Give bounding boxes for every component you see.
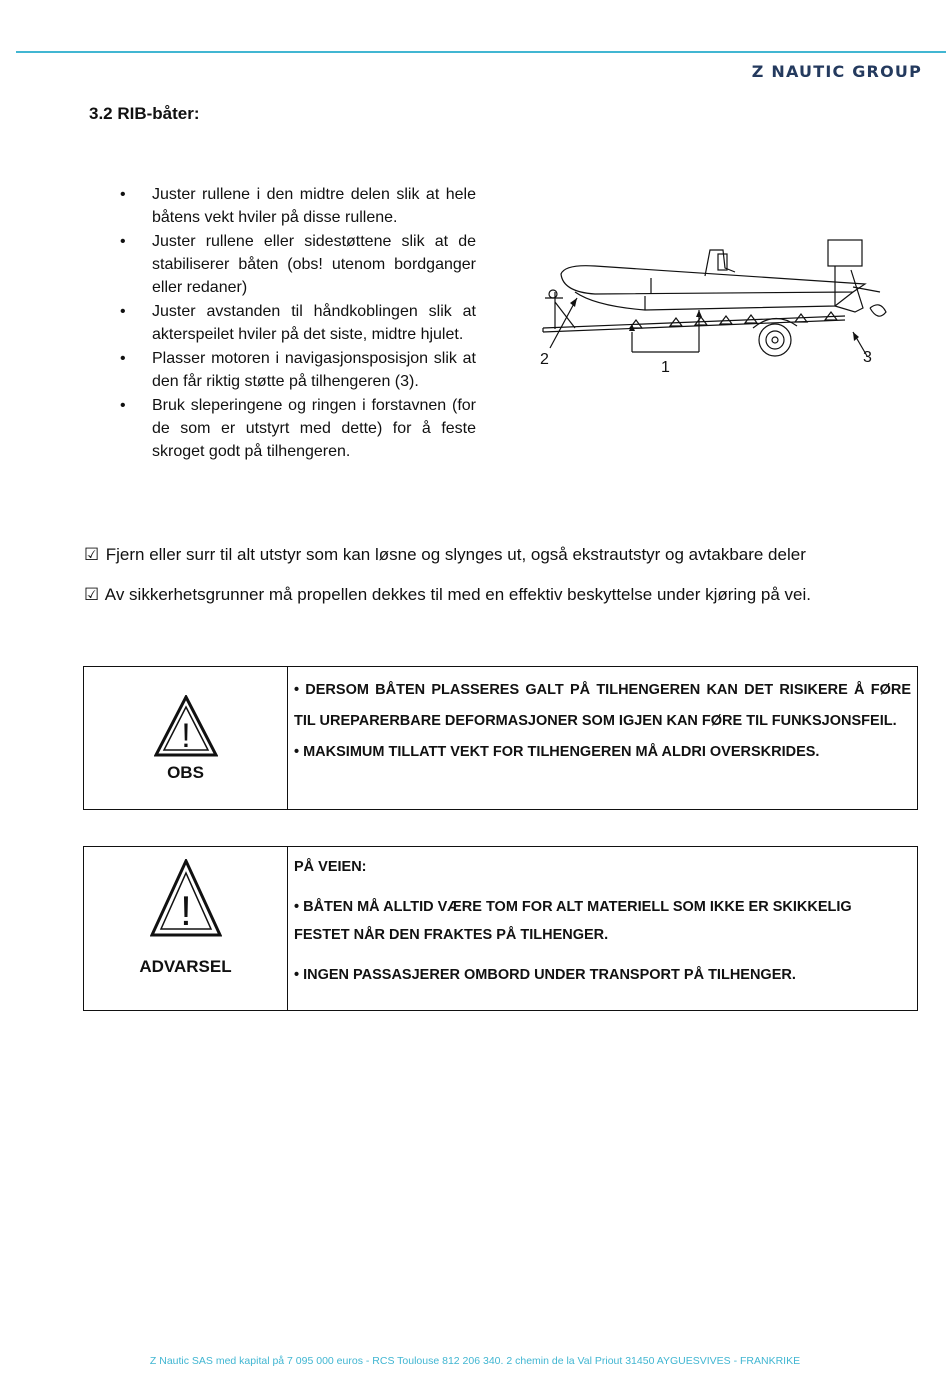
- list-item: • Juster rullene eller sidestøttene slik at de stabiliserer båten (obs! utenom bordganger eller redaner): [120, 230, 476, 299]
- obs-icon-cell: [84, 667, 288, 809]
- figure-label-1: 1: [661, 359, 670, 376]
- warning-line: • INGEN PASSASJERER OMBORD UNDER TRANSPORT PÅ TILHENGER.: [294, 967, 796, 983]
- list-item: • Juster rullene i den midtre delen slik at hele båtens vekt hviler på disse rullene.: [120, 183, 476, 229]
- obs-line: • DERSOM BÅTEN PLASSERES GALT PÅ TILHENGEREN KAN DET RISIKERE Å FØRE TIL UREPARERBARE DEFORMASJONER SOM IGJEN KAN FØRE TIL FUNKSJONSFEIL.: [294, 682, 911, 729]
- checklist-item: ☑ Fjern eller surr til alt utstyr som kan løsne og slynges ut, også ekstrautstyr og avtakbare deler: [84, 545, 806, 564]
- checklist-item: ☑ Av sikkerhetsgrunner må propellen dekkes til med en effektiv beskyttelse under kjøring på vei.: [84, 585, 811, 604]
- bullet-icon: •: [120, 350, 126, 367]
- warning-triangle-icon: [154, 695, 218, 757]
- brand-logo-text: Z NAUTIC GROUP: [751, 62, 922, 81]
- figure-label-2: 2: [540, 351, 549, 368]
- bullet-icon: •: [120, 186, 126, 203]
- list-item: • Plasser motoren i navigasjonsposisjon slik at den får riktig støtte på tilhengeren (3).: [120, 347, 476, 393]
- obs-notice-box: [83, 666, 918, 810]
- page-footer: Z Nautic SAS med kapital på 7 095 000 euros - RCS Toulouse 812 206 340. 2 chemin de la Val Priout 31450 AYGUESVIVES - FRANKRIKE: [149, 1355, 801, 1367]
- obs-label: OBS: [167, 763, 204, 782]
- svg-text:!: !: [180, 887, 192, 934]
- checkbox-checked-icon: ☑: [84, 585, 100, 604]
- list-item: • Bruk sleperingene og ringen i forstavnen (for de som er utstyrt med dette) for å feste skroget godt på tilhengeren.: [120, 394, 476, 463]
- obs-text: [288, 667, 917, 809]
- warning-icon-cell: [84, 847, 288, 1010]
- header-rule: [16, 51, 946, 53]
- figure-label-3: 3: [863, 349, 872, 366]
- svg-text:!: !: [181, 717, 191, 755]
- warning-notice-box: [83, 846, 918, 1011]
- warning-text: [288, 847, 917, 1010]
- obs-line: • MAKSIMUM TILLATT VEKT FOR TILHENGEREN MÅ ALDRI OVERSKRIDES.: [294, 744, 820, 760]
- rib-on-trailer-illustration: [535, 232, 905, 382]
- warning-label: ADVARSEL: [139, 957, 232, 976]
- section-title: 3.2 RIB-båter:: [89, 104, 200, 123]
- checkbox-checked-icon: ☑: [84, 545, 100, 564]
- bullet-icon: •: [120, 303, 126, 320]
- warning-triangle-icon: [150, 859, 222, 939]
- instruction-list: [120, 183, 476, 464]
- warning-line: • BÅTEN MÅ ALLTID VÆRE TOM FOR ALT MATERIELL SOM IKKE ER SKIKKELIG FESTET NÅR DEN FRAKTES PÅ TILHENGER.: [294, 899, 852, 943]
- list-item: • Juster avstanden til håndkoblingen slik at akterspeilet hviler på det siste, midtre hjulet.: [120, 300, 476, 346]
- bullet-icon: •: [120, 233, 126, 250]
- warning-heading: PÅ VEIEN:: [294, 859, 367, 875]
- bullet-icon: •: [120, 397, 126, 414]
